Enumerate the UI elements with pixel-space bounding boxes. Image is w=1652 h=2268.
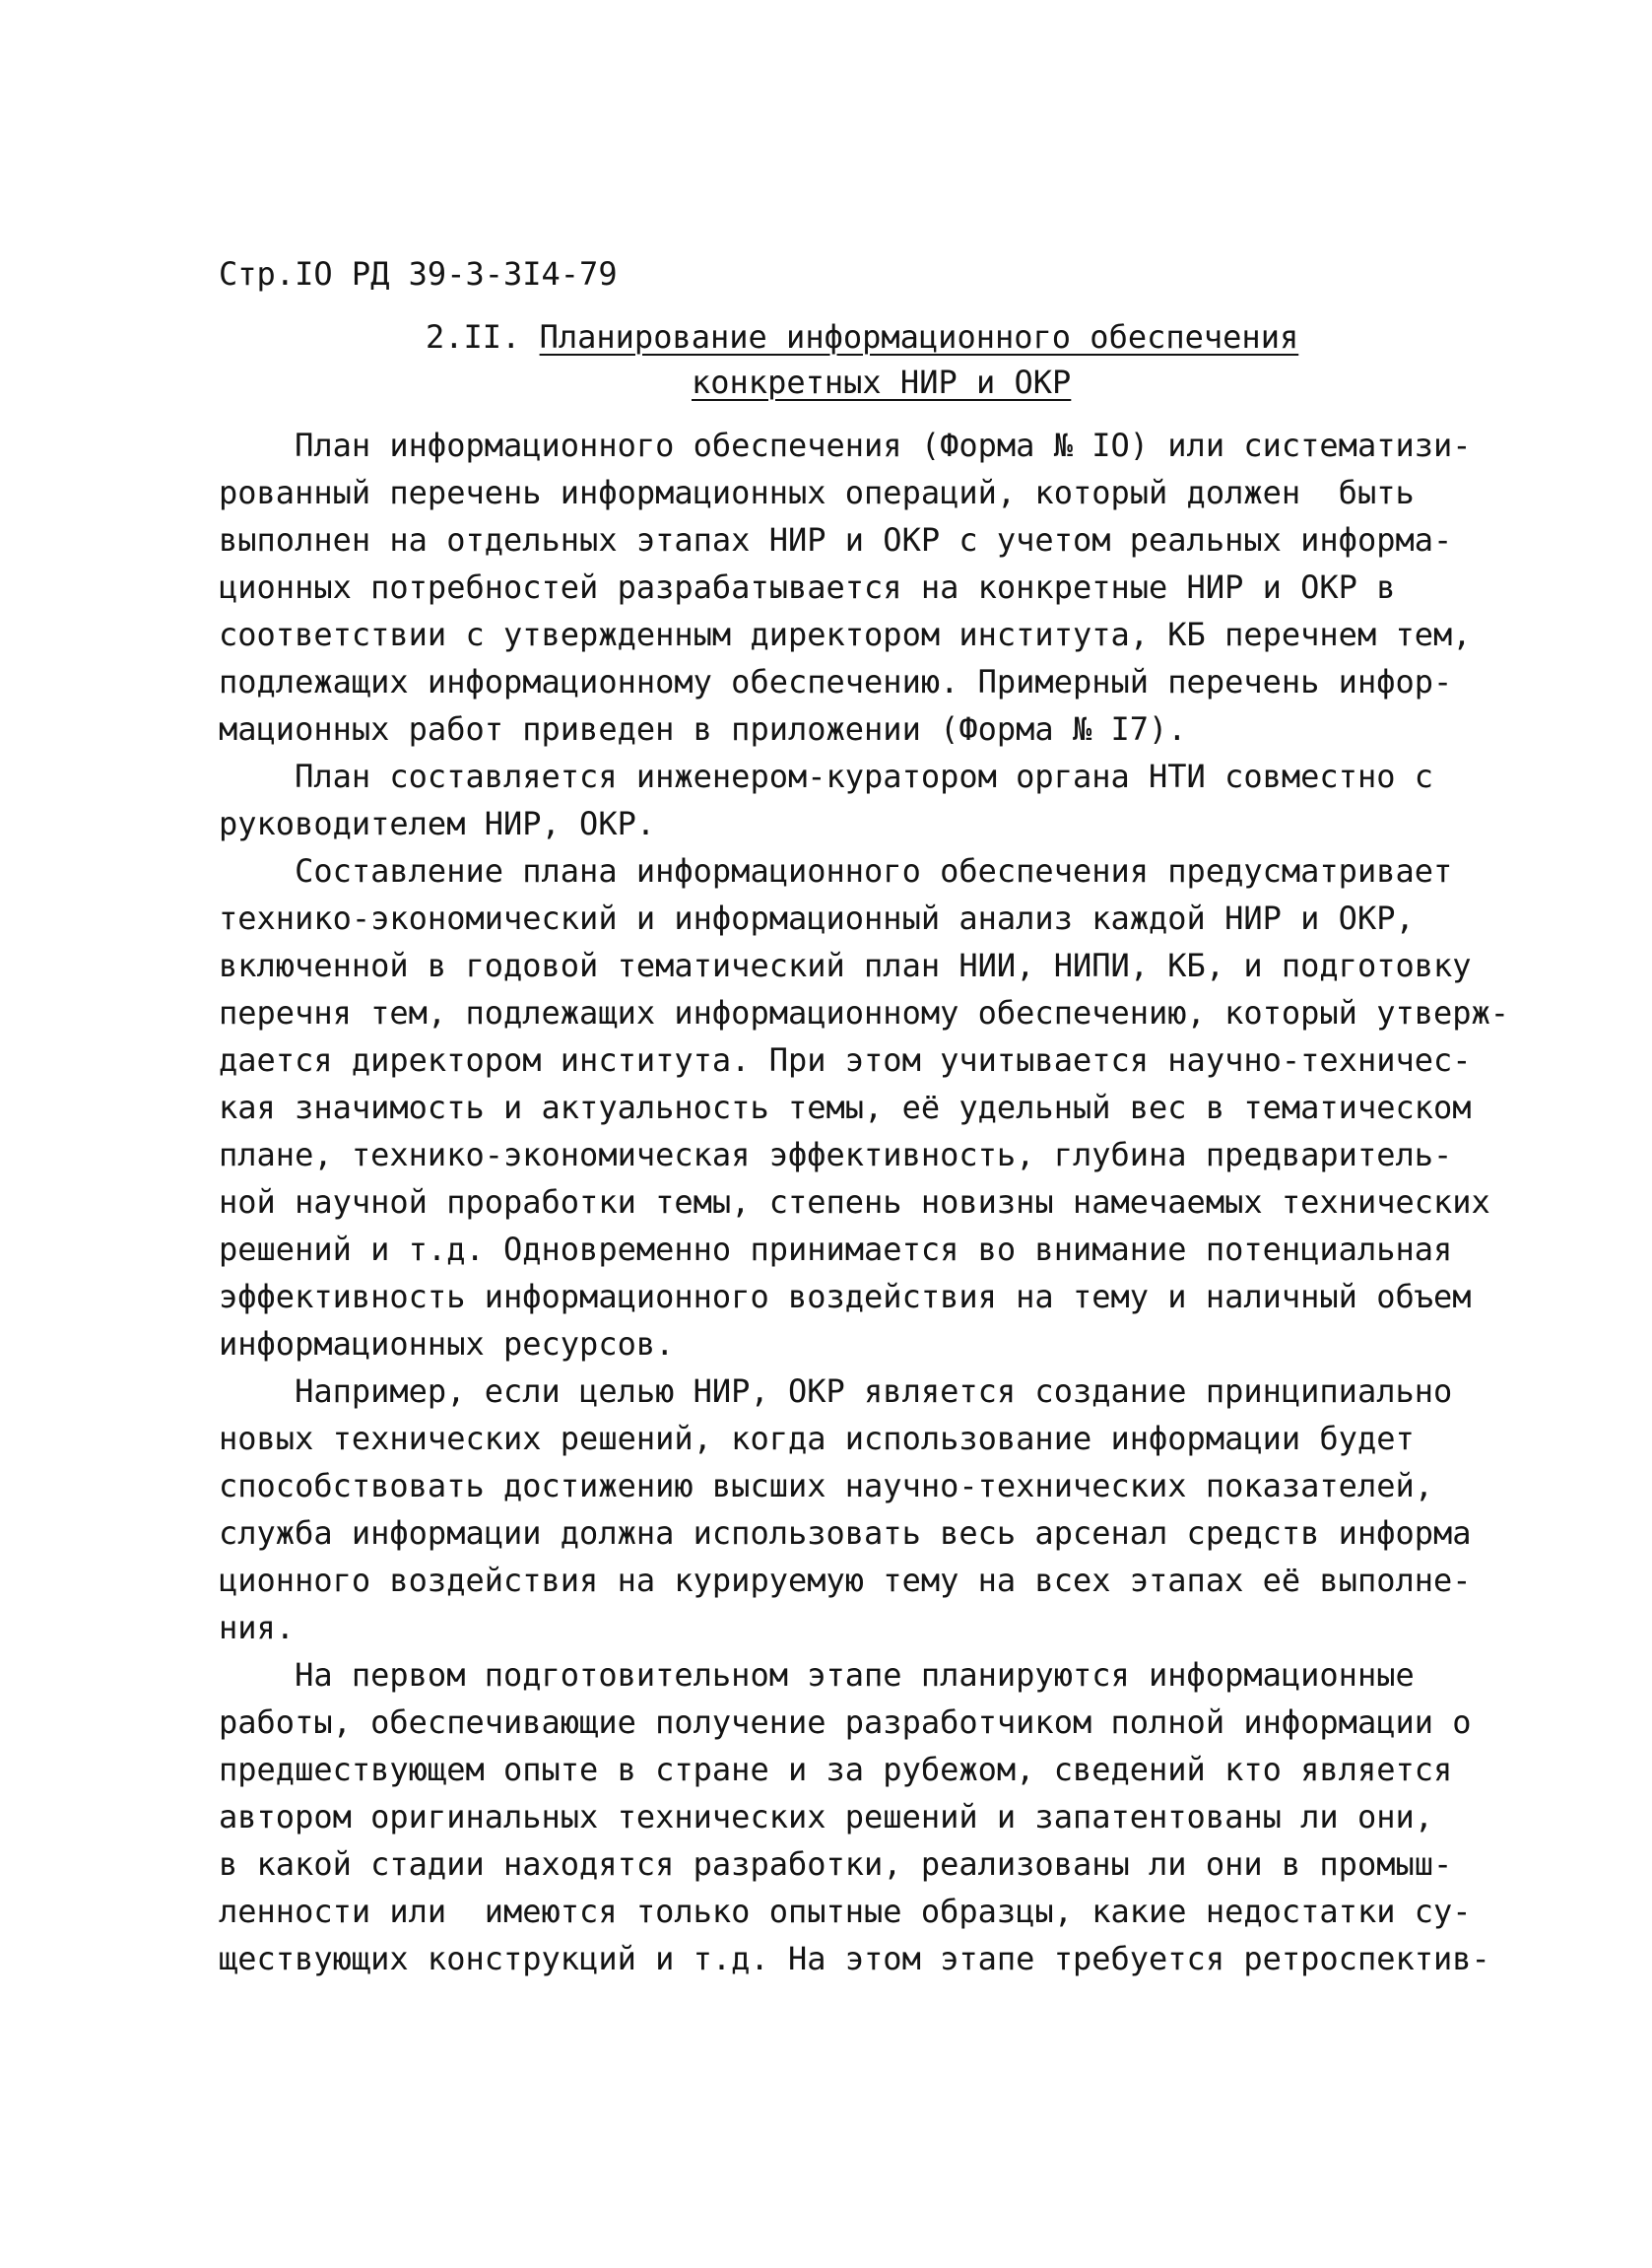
text-line: ленности или имеются только опытные образцы, какие недостатки су- — [219, 1893, 1472, 1930]
section-title-line-1 — [426, 317, 1298, 357]
text-line: ционного воздействия на курируемую тему на всех этапах её выполне- — [219, 1562, 1472, 1599]
text-line: мационных работ приведен в приложении (Форма № I7). — [219, 710, 1187, 748]
text-line: ния. — [219, 1609, 296, 1646]
text-line: новых технических решений, когда использование информации будет — [219, 1420, 1415, 1457]
text-line: подлежащих информационному обеспечению. Примерный перечень инфор- — [219, 663, 1453, 700]
text-line: информационных ресурсов. — [219, 1325, 675, 1363]
section-title-text-2: конкретных НИР и ОКР — [692, 364, 1072, 401]
text-line: кая значимость и актуальность темы, её удельный вес в тематическом — [219, 1089, 1472, 1126]
text-line: Составление плана информационного обеспечения предусматривает — [219, 852, 1453, 890]
section-title-text-1: Планирование информационного обеспечения — [539, 318, 1299, 356]
text-line: дается директором института. При этом учитывается научно-техничес- — [219, 1041, 1472, 1079]
text-line: План составляется инженером-куратором органа НТИ совместно с — [219, 758, 1433, 795]
section-title-line-2 — [692, 363, 1071, 402]
text-line: руководителем НИР, ОКР. — [219, 805, 656, 842]
text-line: автором оригинальных технических решений и запатентованы ли они, — [219, 1798, 1433, 1835]
text-line: включенной в годовой тематический план НИИ, НИПИ, КБ, и подготовку — [219, 947, 1472, 984]
text-line: технико-экономический и информационный анализ каждой НИР и ОКР, — [219, 900, 1415, 937]
body-text — [219, 422, 1510, 1982]
text-line: выполнен на отдельных этапах НИР и ОКР с учетом реальных информа- — [219, 521, 1453, 559]
text-line: На первом подготовительном этапе планируются информационные — [219, 1656, 1415, 1694]
text-line: способствовать достижению высших научно-технических показателей, — [219, 1467, 1433, 1504]
text-line: плане, технико-экономическая эффективность, глубина предваритель- — [219, 1136, 1453, 1173]
text-line: работы, обеспечивающие получение разработчиком полной информации о — [219, 1703, 1472, 1741]
text-line: План информационного обеспечения (Форма № IO) или систематизи- — [219, 427, 1472, 464]
text-line: перечня тем, подлежащих информационному обеспечению, который утверж- — [219, 994, 1510, 1032]
text-line: соответствии с утвержденным директором института, КБ перечнем тем, — [219, 616, 1472, 653]
text-line: рованный перечень информационных операций, который должен быть — [219, 474, 1415, 511]
text-line: предшествующем опыте в стране и за рубежом, сведений кто является — [219, 1751, 1453, 1788]
text-line: Например, если целью НИР, ОКР является создание принципиально — [219, 1372, 1453, 1410]
text-line: эффективность информационного воздействия на тему и наличный объем — [219, 1278, 1472, 1315]
page-header: Стр.IO РД 39-3-3I4-79 — [219, 255, 618, 293]
text-line: ционных потребностей разрабатывается на конкретные НИР и ОКР в — [219, 568, 1396, 606]
text-line: ной научной проработки темы, степень новизны намечаемых технических — [219, 1183, 1490, 1221]
text-line: решений и т.д. Одновременно принимается во внимание потенциальная — [219, 1231, 1453, 1268]
text-line: в какой стадии находятся разработки, реализованы ли они в промыш- — [219, 1845, 1453, 1883]
section-number: 2.II. — [426, 318, 540, 356]
text-line: ществующих конструкций и т.д. На этом этапе требуется ретроспектив- — [219, 1940, 1490, 1977]
text-line: служба информации должна использовать весь арсенал средств информа — [219, 1514, 1472, 1552]
